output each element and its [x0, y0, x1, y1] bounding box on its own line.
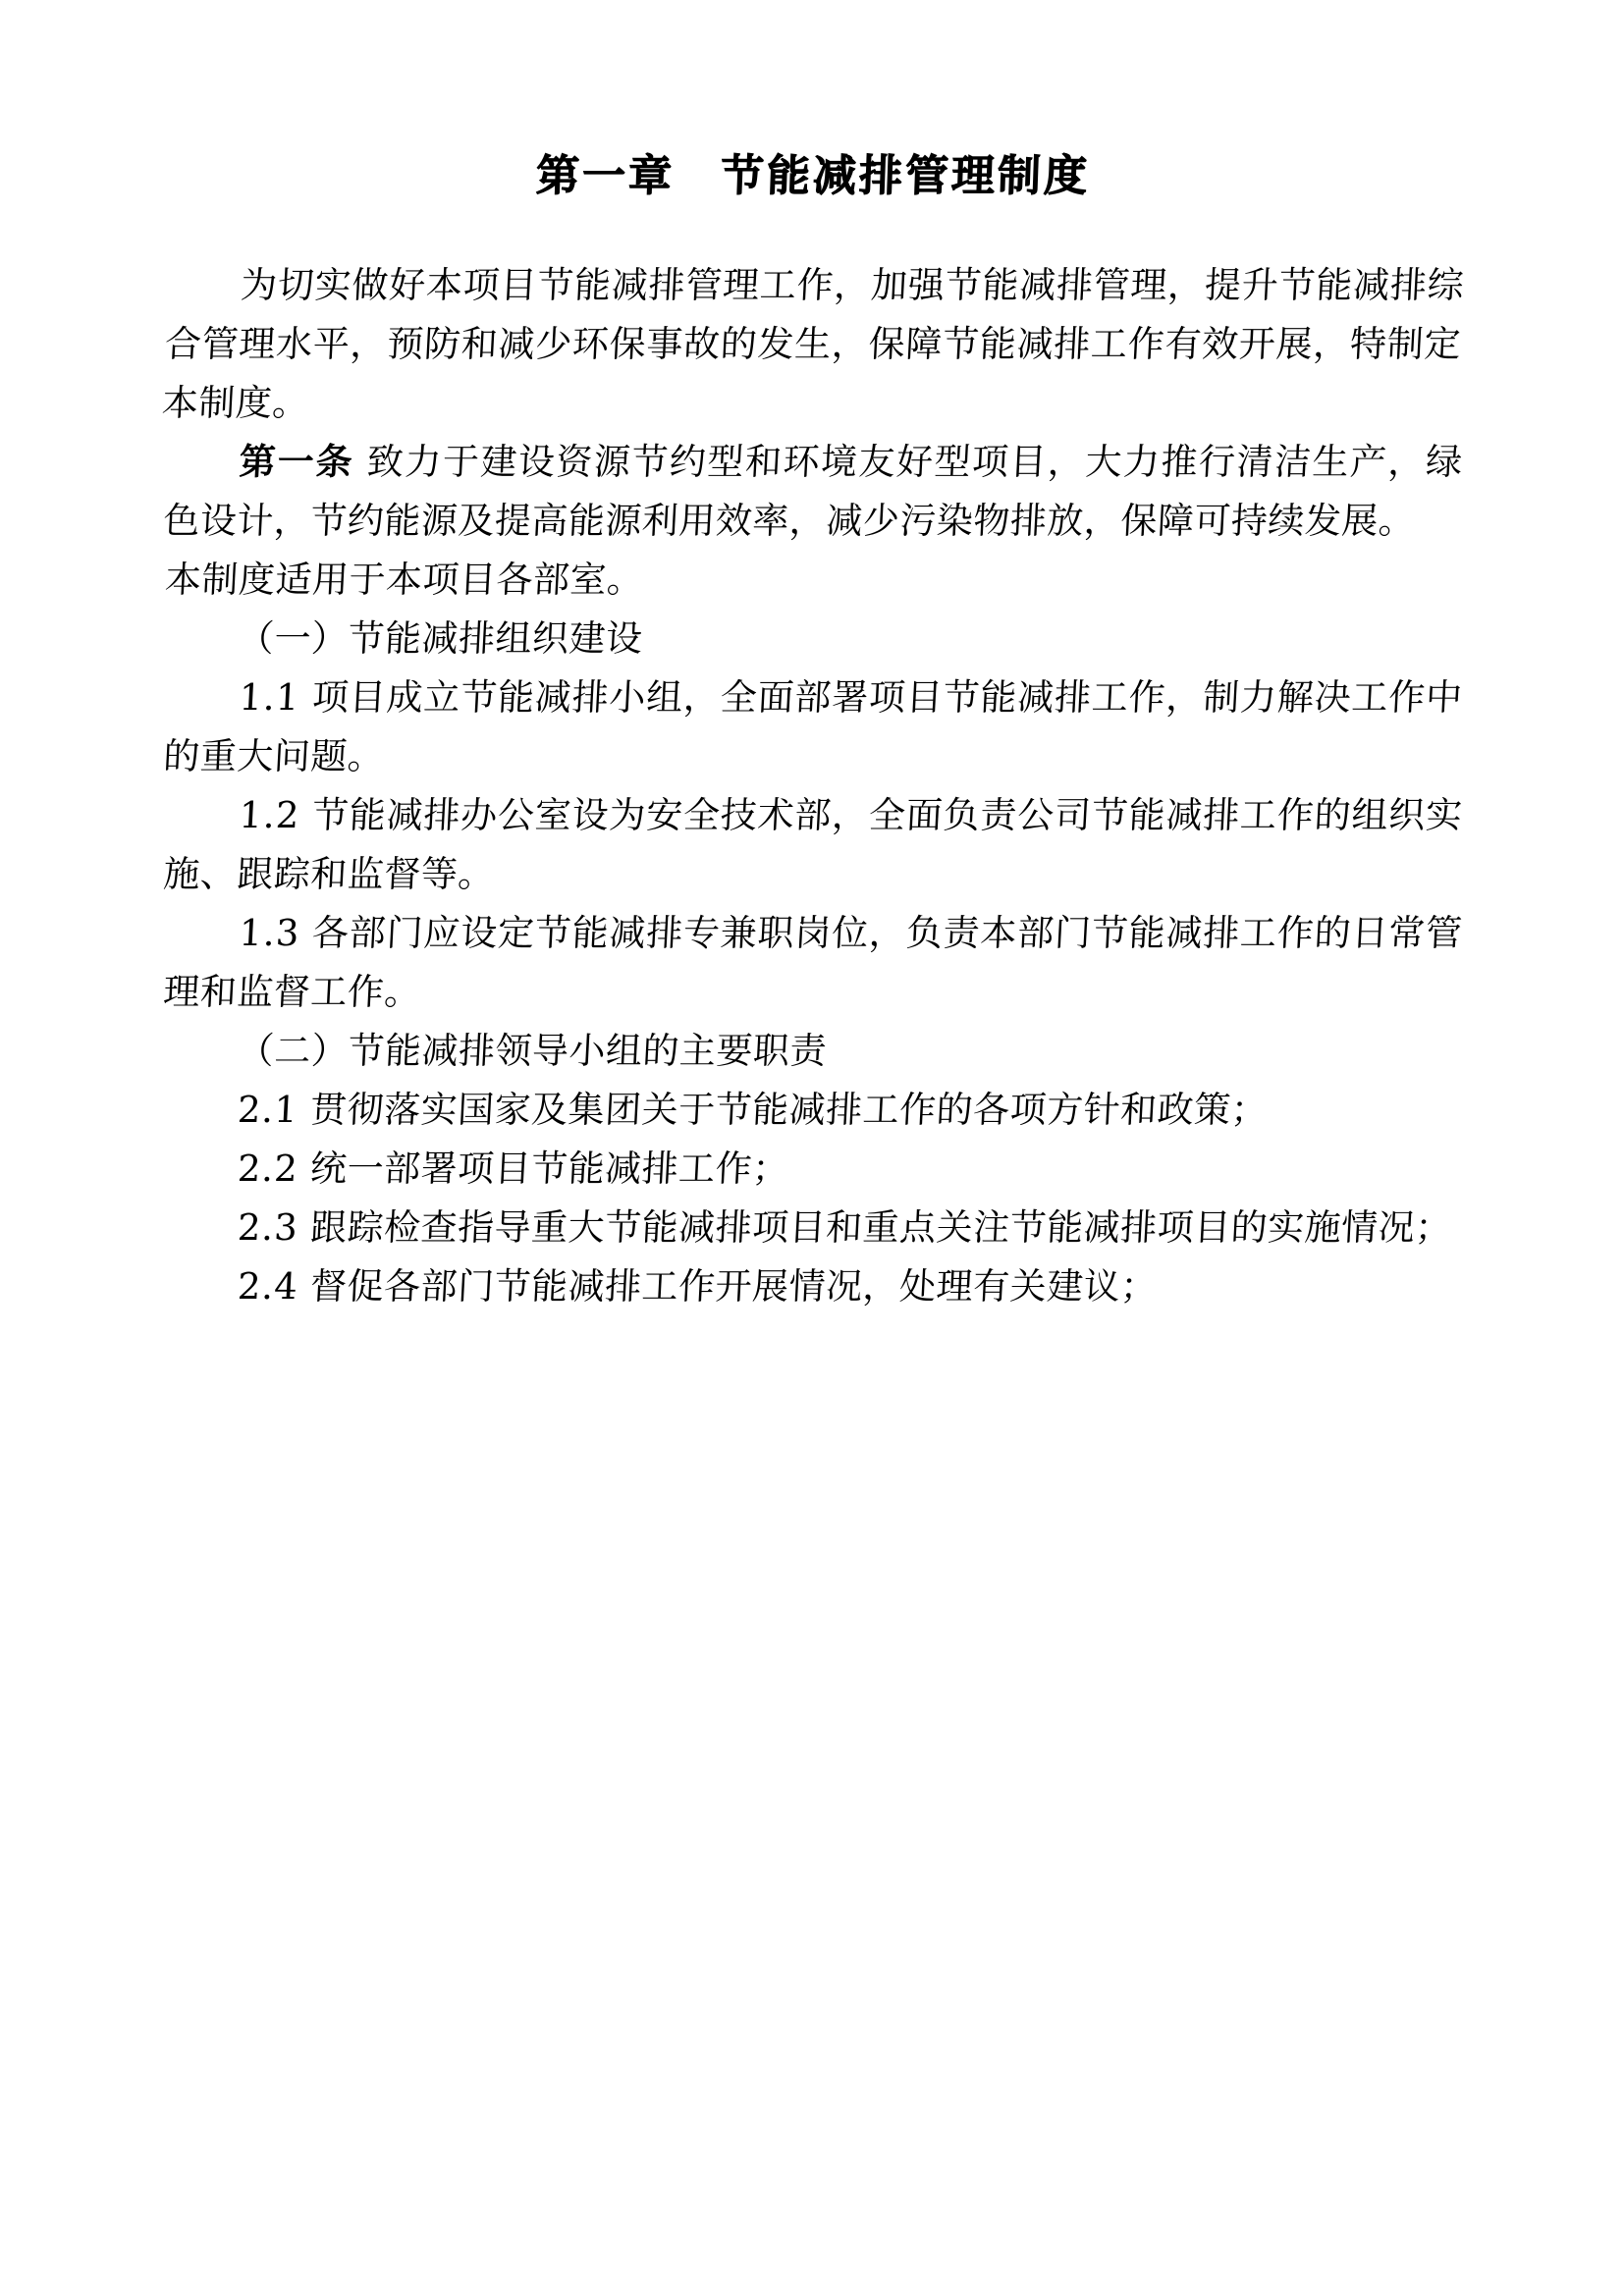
paragraph-article-1 [162, 433, 1464, 551]
item-number: 2.3 [236, 1206, 299, 1250]
list-item-2-4 [163, 1257, 1462, 1316]
article-body: 致力于建设资源节约型和环境友好型项目，大力推行清洁生产，绿色设计，节约能源及提高能源利用效率，减少污染物排放，保障可持续发展。 [162, 441, 1464, 543]
item-number: 2.1 [236, 1089, 299, 1132]
article-term: 第一条 [238, 441, 355, 484]
list-item-1-1 [162, 668, 1464, 786]
item-body: 贯彻落实国家及集团关于节能减排工作的各项方针和政策； [297, 1089, 1270, 1132]
list-item-2-3 [163, 1199, 1462, 1257]
list-item-1-3 [162, 904, 1464, 1022]
list-item-1-2 [162, 786, 1464, 904]
item-body: 节能减排办公室设为安全技术部，全面负责公司节能减排工作的组织实施、跟踪和监督等。 [162, 794, 1464, 896]
item-body: 统一部署项目节能减排工作； [297, 1148, 790, 1191]
item-number: 2.2 [236, 1148, 299, 1191]
item-number: 1.1 [238, 676, 301, 720]
list-item-2-2 [163, 1140, 1462, 1199]
item-number: 1.3 [238, 912, 301, 955]
item-number: 2.4 [236, 1265, 299, 1308]
document-content [160, 147, 1466, 1316]
item-body: 项目成立节能减排小组，全面部署项目节能减排工作，制力解决工作中的重大问题。 [162, 676, 1464, 778]
item-number: 1.2 [238, 794, 301, 837]
paragraph-preamble: 为切实做好本项目节能减排管理工作，加强节能减排管理，提升节能减排综合管理水平，预防和减少环保事故的发生，保障节能减排工作有效开展，特制定本制度。 [160, 264, 1466, 425]
heading-section-1: （一）节能减排组织建设 [236, 617, 644, 661]
item-body: 各部门应设定节能减排专兼职岗位，负责本部门节能减排工作的日常管理和监督工作。 [162, 912, 1464, 1014]
page-title: 第一章 节能减排管理制度 [535, 151, 1091, 201]
paragraph-scope: 本制度适用于本项目各部室。 [163, 559, 645, 602]
item-body: 跟踪检查指导重大节能减排项目和重点关注节能减排项目的实施情况； [297, 1206, 1453, 1250]
heading-section-2: （二）节能减排领导小组的主要职责 [236, 1030, 829, 1073]
list-item-2-1 [163, 1081, 1462, 1140]
item-body: 督促各部门节能减排工作开展情况，处理有关建议； [297, 1265, 1159, 1308]
